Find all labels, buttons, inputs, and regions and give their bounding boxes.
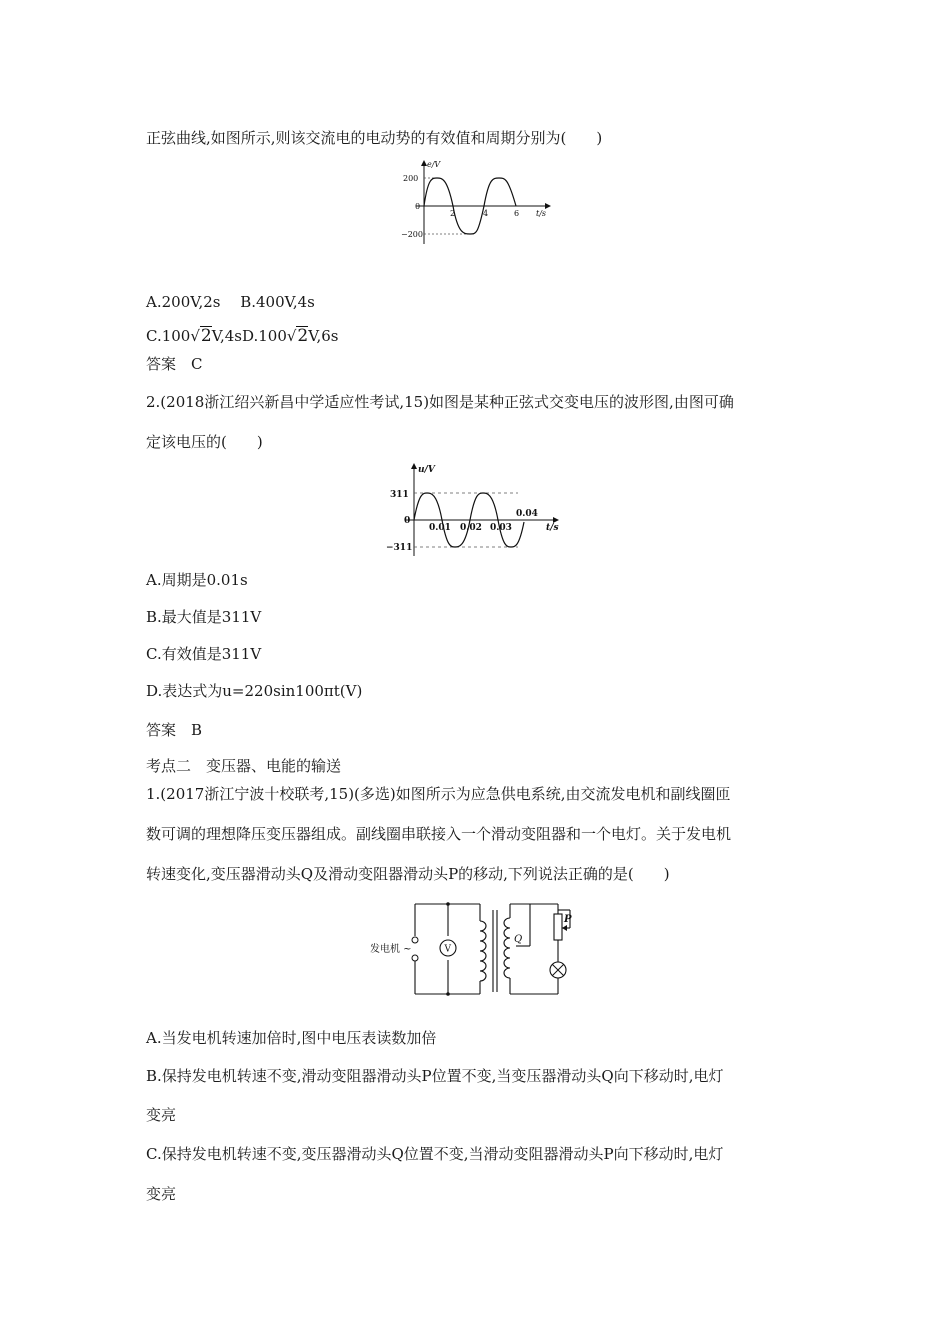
section-heading: 考点二 变压器、电能的输送	[146, 757, 342, 775]
option-c-suffix: V,4s	[211, 327, 242, 345]
answer: 答案 B	[146, 721, 203, 739]
generator-label: 发电机 ~	[370, 944, 412, 955]
option-a: A.周期是0.01s	[146, 571, 248, 589]
x-tick-label: 0.03	[490, 523, 512, 533]
answer: 答案 C	[146, 355, 203, 373]
voltmeter	[440, 940, 456, 956]
generator-terminal	[412, 955, 418, 961]
y-tick-label: 311	[390, 490, 409, 500]
option-d-suffix: V,6s	[308, 327, 339, 345]
option-c-continued: 变亮	[146, 1185, 177, 1203]
y-tick-label: −311	[386, 543, 413, 553]
y-axis-label: u/V	[418, 465, 435, 475]
y-tick-label: −200	[401, 230, 423, 239]
option-d-prefix: D.100	[241, 327, 287, 345]
option-b: B.最大值是311V	[146, 608, 262, 626]
y-axis-label: e/V	[427, 160, 441, 169]
option-b-continued: 变亮	[146, 1106, 177, 1124]
option-b: B.保持发电机转速不变,滑动变阻器滑动头P位置不变,当变压器滑动头Q向下移动时,电灯	[146, 1067, 724, 1085]
option-c: C.有效值是311V	[146, 645, 262, 663]
x-axis-label: t/s	[546, 523, 559, 533]
question-stem: 正弦曲线,如图所示,则该交流电的电动势的有效值和周期分别为( )	[146, 129, 603, 147]
generator-terminal	[412, 937, 418, 943]
question-stem: 数可调的理想降压变压器组成。副线圈串联接入一个滑动变阻器和一个电灯。关于发电机	[146, 825, 732, 843]
sqrt-radicand: 2	[200, 326, 212, 346]
q-label: Q	[514, 934, 523, 945]
y-tick-label: 0	[415, 202, 421, 211]
option-c-prefix: C.100	[146, 327, 191, 345]
question-stem: 2.(2018浙江绍兴新昌中学适应性考试,15)如图是某种正弦式交变电压的波形图,由图可确	[146, 393, 734, 411]
sqrt-radicand: 2	[297, 326, 309, 346]
x-tick-label: 6	[514, 209, 520, 218]
x-tick-label: 0.02	[460, 523, 482, 533]
options-cd	[146, 326, 338, 346]
question-stem: 定该电压的( )	[146, 433, 263, 451]
option-d: D.表达式为u=220sin100πt(V)	[146, 682, 363, 700]
y-tick-label: 0	[404, 516, 411, 526]
option-a: A.当发电机转速加倍时,图中电压表读数加倍	[146, 1029, 437, 1047]
svg-text:V: V	[444, 944, 451, 955]
voltage-sine-graph	[366, 460, 566, 564]
y-tick-label: 200	[403, 174, 419, 183]
lamp-icon	[550, 962, 566, 978]
x-axis-label: t/s	[536, 209, 547, 218]
question-stem: 转速变化,变压器滑动头Q及滑动变阻器滑动头P的移动,下列说法正确的是( )	[146, 865, 670, 883]
p-label: P	[564, 914, 572, 925]
x-tick-label: 0.01	[429, 523, 451, 533]
x-tick-label: 4	[483, 209, 489, 218]
transformer-circuit-diagram	[370, 896, 600, 1006]
slider-arrow-icon	[562, 925, 567, 931]
options-ab: A.200V,2s B.400V,4s	[146, 293, 315, 311]
sqrt-sign: √	[286, 327, 297, 345]
emf-sine-graph	[400, 158, 560, 252]
x-tick-label: 2	[450, 209, 456, 218]
x-tick-label: 0.04	[516, 509, 538, 519]
question-stem: 1.(2017浙江宁波十校联考,15)(多选)如图所示为应急供电系统,由交流发电机和副线圈匝	[146, 785, 731, 803]
sqrt-sign: √	[190, 327, 200, 345]
option-c: C.保持发电机转速不变,变压器滑动头Q位置不变,当滑动变阻器滑动头P向下移动时,电灯	[146, 1145, 724, 1163]
